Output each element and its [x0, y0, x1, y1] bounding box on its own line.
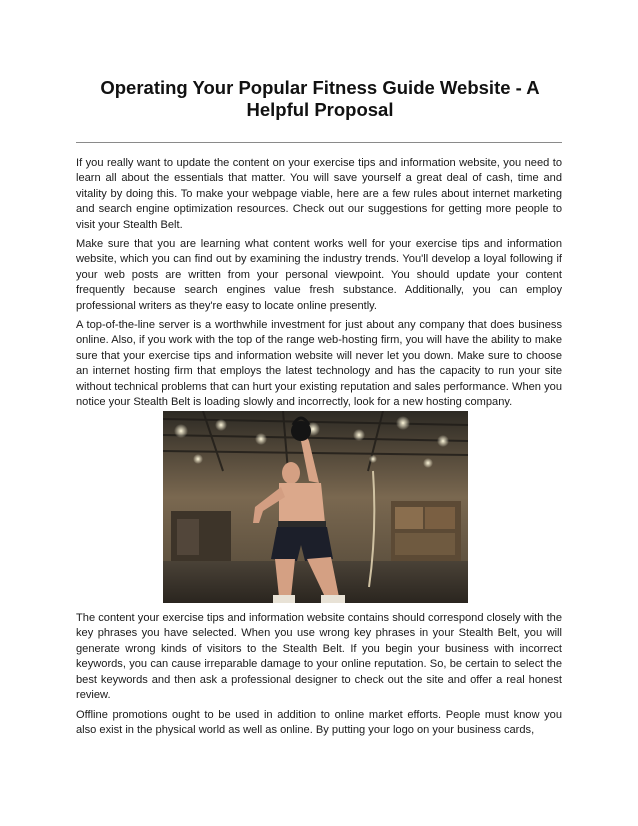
kettlebell-athlete-photo: [163, 411, 468, 603]
title-divider: [76, 142, 562, 143]
page-title: Operating Your Popular Fitness Guide Website - A Helpful Proposal: [100, 77, 540, 120]
paragraph: The content your exercise tips and information website contains should correspond closely with the key phrases you have selected. When you use wrong key phrases in your Stealth Belt, you will generate wrong kinds of visitors to the Stealth Belt. If you begin your business with incorrect keywords, you can cause irreparable damage to your online reputation. So, be certain to select the best keywords and then ask a professional designer to check out the site and offer a real honest review.: [76, 612, 562, 702]
paragraph: A top-of-the-line server is a worthwhile investment for just about any company that does business online. Also, if you work with the top of the range web-hosting firm, you will have the ability to make sure that your exercise tips and information website will never let you down. Make sure to choose an internet hosting firm that employs the latest technology and has the capacity to run your site without technical problems that can hurt your existing reputation and sales performance. When you notice your Stealth Belt is loading slowly and incorrectly, look for a new hosting company.: [76, 319, 562, 409]
paragraph: Make sure that you are learning what content works well for your exercise tips and information website, which you can find out by examining the industry trends. You'll develop a loyal following if your web posts are written from your personal viewpoint. You should update your content frequently because search engines value fresh substance. Additionally, you can employ professional writers as they're easy to locate online presently.: [76, 238, 562, 312]
paragraph: Offline promotions ought to be used in addition to online market efforts. People must know you also exist in the physical world as well as online. By putting your logo on your business cards,: [76, 709, 562, 737]
paragraph: If you really want to update the content on your exercise tips and information website, you need to learn all about the essentials that matter. You will save yourself a great deal of cash, time and vitality by doing this. To make your webpage viable, here are a few rules about internet marketing and search engine optimization resources. Check out our suggestions for getting more people to visit your Stealth Belt.: [76, 157, 562, 231]
